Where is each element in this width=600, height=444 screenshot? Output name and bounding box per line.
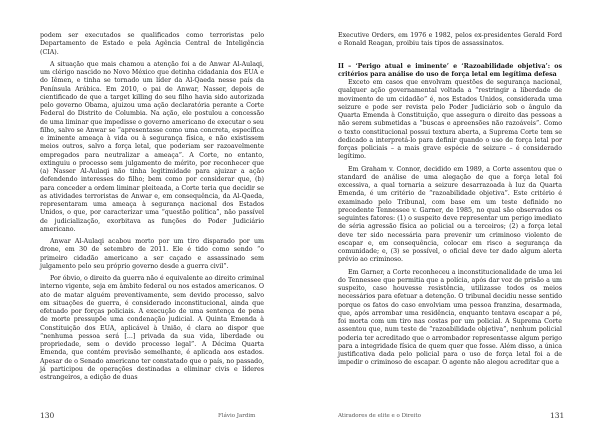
paragraph: podem ser executados se qualificados como terroristas pelo Departamento de Estado e pela Agência Central de Inteligência (CIA). [40, 32, 264, 56]
paragraph: Em Graham v. Connor, decidido em 1989, a Corte assentou que o standard de análise de uma alegação de que a força letal foi excessiva, a qual tornaria a seizure desarrazoada à luz da Quarta Emenda, é um critério de “razoabilidade objetiva”. Este critério é examinado pelo Tribunal, com base em um teste definido no precedente Tennessee v. Garner, de 1985, no qual são observados os seguintes fatores: (1) o suspeito deve representar um perigo imediato de séria agressão física ao policial ou a terceiros; (2) a força letal deve ter sido necessária para prevenir um criminoso violento de escapar e, em consequência, colocar em risco a segurança da comunidade; e, (3) se possível, o oficial deve ter dado algum alerta prévio ao criminoso. [338, 165, 562, 264]
right-page-body [338, 32, 562, 372]
left-running-head: Flávio Jardim [218, 413, 256, 419]
right-page-number: 131 [550, 411, 565, 420]
paragraph: Exceto em casos que envolvam questões de segurança nacional, qualquer ação governamental voltada a “restringir a liberdade de movimento de um cidadão” é, nos Estados Unidos, considerada uma seizure e pode ser revista pelo Poder Judiciário sob o ângulo da Quarta Emenda à Constituição, que assegura o direito das pessoas a não serem submetidas a “buscas e apreensões não razoáveis”. Como o texto constitucional possui textura aberta, a Suprema Corte tem se dedicado a interpretá-lo para definir quando o uso de força letal por forças policiais – a mais grave espécie de seizure – é considerado legítimo. [338, 79, 562, 161]
paragraph: Anwar Al-Aulaqi acabou morto por um tiro disparado por um drone, em 30 de setembro de 2011. Ele é tido como sendo “o primeiro cidadão americano a ser caçado e assassinado sem julgamento pelo seu próprio governo desde a guerra civil”. [40, 238, 264, 270]
section-heading: II – ‘Perigo atual e iminente’ e ‘Razoabilidade objetiva’: os critérios para análise do uso de força letal em legítima defesa [338, 62, 562, 78]
right-running-head: Atiradores de elite e o Direito [338, 413, 421, 419]
left-page-body [40, 32, 264, 386]
paragraph: A situação que mais chamou a atenção foi a de Anwar Al-Aulaqi, um clérigo nascido no Novo México que detinha cidadania dos EUA e do Iêmen, e tinha se tornado um líder da Al-Qaeda nesse país da Península Arábica. Em 2010, o pai de Anwar, Nasser, depois de cientificado de que a target killing do seu filho havia sido autorizada pelo governo Obama, ajuizou uma ação declaratória perante a Corte Federal do Distrito de Columbia. Na ação, ele postulou a concessão de uma liminar que impedisse o governo americano de executar o seu filho, salvo se Anwar se “apresentasse como uma concreta, específica e iminente ameaça à vida ou à segurança física, e não existissem meios outros, salvo a força letal, que poderiam ser razoavelmente empregados para neutralizar a ameaça”. A Corte, no entanto, extinguiu o processo sem julgamento de mérito, por reconhecer que (a) Nasser Al-Aulaqi não tinha legitimidade para ajuizar a ação defendendo interesses do filho; bem como por considerar que, (b) para conceder a ordem liminar pleiteada, a Corte teria que decidir se as atividades terroristas de Anwar e, em consequência, da Al-Qaeda, representaram uma ameaça à segurança nacional dos Estados Unidos, o que, por caracterizar uma “questão política”, não passível de judicialização, exorbitava as funções do Poder Judiciário americano. [40, 60, 264, 233]
paragraph: Por óbvio, o direito da guerra não é equivalente ao direito criminal interno vigente, seja em âmbito federal ou nos estados americanos. O ato de matar alguém preventivamente, sem devido processo, salvo em situações de guerra, é considerado inconstitucional, ainda que efetuado por forças policiais. A execução de uma sentença de pena de morte pressupõe uma condenação judicial. A Quinta Emenda à Constituição dos EUA, aplicável à União, é clara ao dispor que “nenhuma pessoa será [...] privada da sua vida, liberdade ou propriedade, sem o devido processo legal”. A Décima Quarta Emenda, que contém previsão semelhante, é aplicada aos estados. Apesar de o Senado americano ter constatado que o país, no passado, já participou de operações destinadas a eliminar civis e líderes estrangeiros, a edição de duas [40, 275, 264, 381]
paragraph: Em Garner, a Corte reconheceu a inconstitucionalidade de uma lei do Tennessee que permitia que a polícia, após dar voz de prisão a um suspeito, caso houvesse resistência, utilizasse todos os meios necessários para efetuar a detenção. O tribunal decidiu nesse sentido porque os fatos do caso envolviam uma pessoa franzina, desarmada, que, após arrombar uma residência, enquanto tentava escapar a pé, foi morta com um tiro nas costas por um policial. A Suprema Corte assentou que, num teste de “razoabilidade objetiva”, nenhum policial poderia ter acreditado que o arrombador representasse algum perigo para a integridade física de quem quer que fosse. Além disso, a única justificativa dada pelo policial para o uso de força letal foi a de impedir o criminoso de escapar. O agente não alegou acreditar que a [338, 268, 562, 367]
paragraph: Executive Orders, em 1976 e 1982, pelos ex-presidentes Gerald Ford e Ronald Reagan, proibiu tais tipos de assassinatos. [338, 32, 562, 48]
left-page-number: 130 [40, 411, 55, 420]
